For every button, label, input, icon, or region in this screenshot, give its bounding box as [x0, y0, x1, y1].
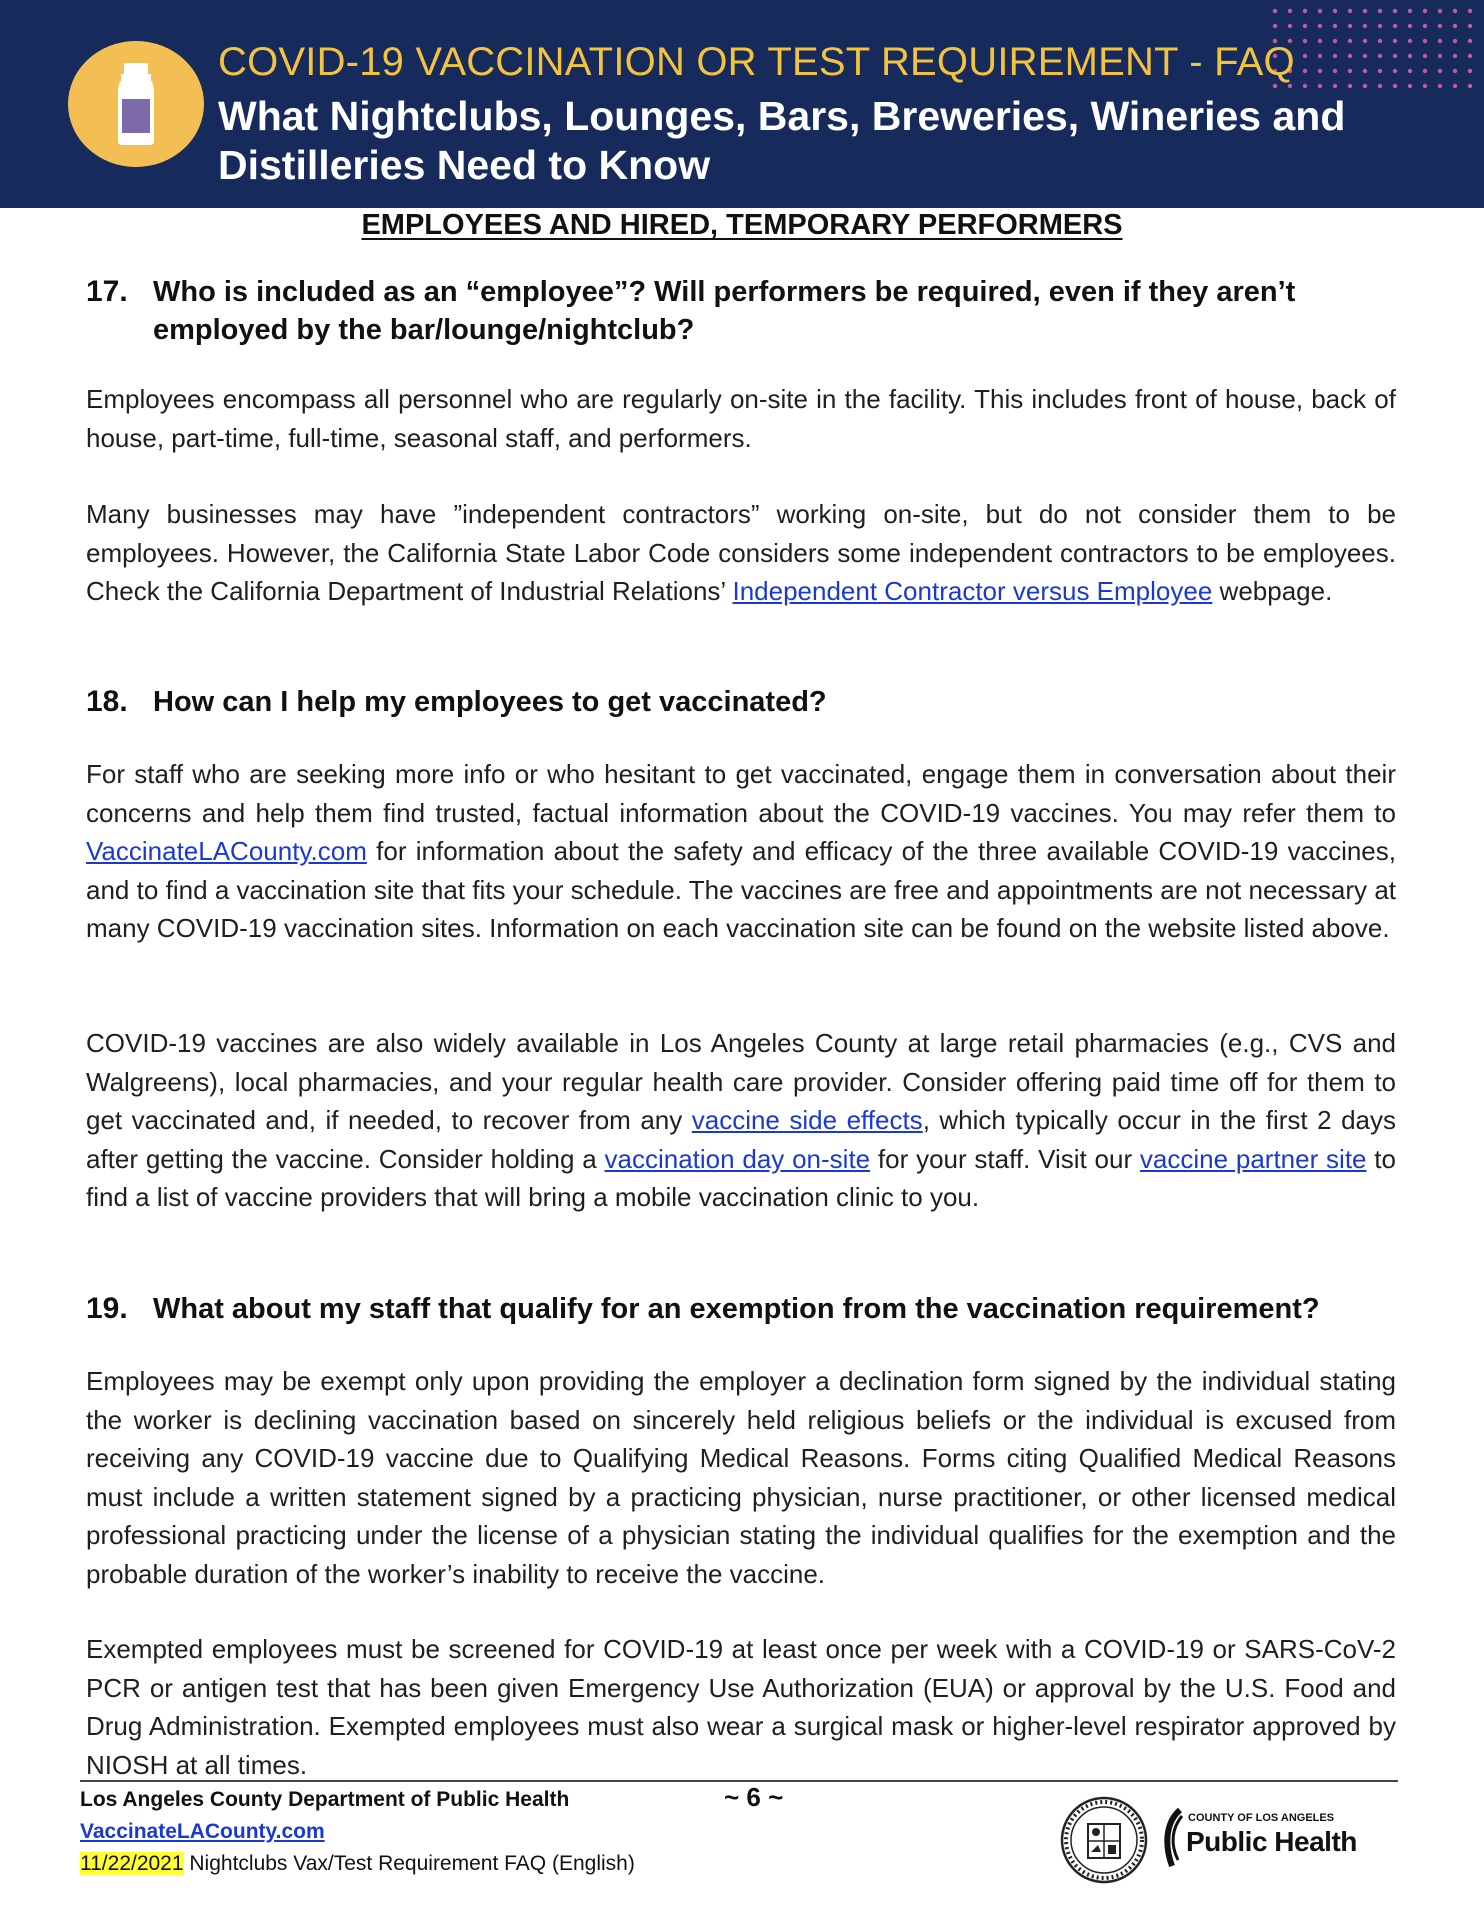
county-seal-icon [1060, 1796, 1148, 1884]
footer-department: Los Angeles County Department of Public Health [80, 1788, 570, 1811]
paragraph-text: For staff who are seeking more info or who hesitant to get vaccinated, engage them in conversation about their concerns and help them find trusted, factual information about the COVID-19 vaccines. You may refer them to [86, 759, 1396, 828]
section-heading [0, 209, 1484, 242]
vaccine-vial-icon [68, 41, 204, 167]
question-19 [86, 1290, 1396, 1328]
page-number: ~ 6 ~ [724, 1782, 784, 1812]
vaccine-badge [68, 41, 204, 167]
dot-pattern-decoration [1268, 4, 1478, 96]
footer-doc-title: Nightclubs Vax/Test Requirement FAQ (English) [183, 1852, 635, 1875]
section-heading-text: EMPLOYEES AND HIRED, TEMPORARY PERFORMERS [361, 209, 1123, 241]
header-title-line1: COVID-19 VACCINATION OR TEST REQUIREMENT - FAQ [218, 40, 1295, 84]
answer-18-paragraph-2 [86, 1024, 1396, 1217]
answer-17-paragraph-1: Employees encompass all personnel who are regularly on-site in the facility. This includes front of house, back of house, part-time, full-time, seasonal staff, and performers. [86, 384, 1396, 453]
paragraph-text: COVID-19 vaccines are also widely available in Los Angeles County at large retail pharmacies (e.g., CVS and Walgreens), local pharmacies, and your regular health care provider. Consider offering paid time off for them to get vaccinated and, if needed, to recover from any [86, 1028, 1396, 1135]
paragraph-text: to find a list of vaccine providers that will bring a mobile vaccination clinic to you. [86, 1143, 1396, 1212]
paragraph-text: for your staff. Visit our [870, 1143, 1140, 1174]
public-health-logo-mark [1160, 1808, 1184, 1868]
paragraph-text: for information about the safety and efficacy of the three available COVID-19 vaccines, and to find a vaccination site that fits your schedule. The vaccines are free and appointments are not necessary at many COVID-19 vaccination sites. Information on each vaccination site can be found on the website listed above. [86, 836, 1396, 943]
question-text: How can I help my employees to get vaccinated? [153, 686, 827, 718]
header-bottom-rule [0, 203, 1484, 208]
header-banner [0, 0, 1484, 207]
independent-contractor-link[interactable]: Independent Contractor versus Employee [732, 576, 1213, 606]
question-number: 17. [86, 275, 128, 308]
paragraph-text: webpage. [1212, 576, 1333, 606]
question-number: 19. [86, 1292, 128, 1325]
answer-17-paragraph-2 [86, 495, 1396, 611]
vaccinate-la-county-link[interactable]: VaccinateLACounty.com [86, 836, 367, 866]
logo-top-text: COUNTY OF LOS ANGELES [1188, 1812, 1335, 1824]
paragraph-text: , which typically occur in the first 2 days after getting the vaccine. Consider holding a [86, 1105, 1396, 1174]
footer-date: 11/22/2021 [80, 1852, 184, 1875]
vaccine-partner-site-link[interactable]: vaccine partner site [1139, 1143, 1367, 1174]
vaccine-side-effects-link[interactable]: vaccine side effects [691, 1105, 923, 1135]
question-18 [86, 683, 1396, 721]
question-number: 18. [86, 685, 128, 718]
vaccination-day-onsite-link[interactable]: vaccination day on-site [604, 1143, 871, 1174]
question-17 [86, 273, 1396, 349]
question-text: Who is included as an “employee”? Will performers be required, even if they aren’t employed by the bar/lounge/nightclub? [153, 276, 1296, 346]
header-title-line2: What Nightclubs, Lounges, Bars, Breweries, Wineries and Distilleries Need to Know [218, 93, 1346, 188]
question-text: What about my staff that qualify for an exemption from the vaccination requirement? [153, 1293, 1320, 1325]
answer-19-paragraph-1: Employees may be exempt only upon providing the employer a declination form signed by the individual stating the worker is declining vaccination based on sincerely held religious beliefs or the individual is excused from receiving any COVID-19 vaccine due to Qualifying Medical Reasons. Forms citing Qualified Medical Reasons must include a written statement signed by a practicing physician, nurse practitioner, or other licensed medical professional practicing under the license of a physician stating the individual qualifies for the exemption and the probable duration of the worker’s inability to receive the vaccine. [86, 1366, 1396, 1589]
logo-main-text: Public Health [1186, 1826, 1357, 1857]
answer-18-paragraph-1 [86, 755, 1396, 948]
answer-19-paragraph-2: Exempted employees must be screened for COVID-19 at least once per week with a COVID-19 or SARS-CoV-2 PCR or antigen test that has been given Emergency Use Authorization (EUA) or approval by the U.S. Food and Drug Administration. Exempted employees must also wear a surgical mask or higher-level respirator approved by NIOSH at all times. [86, 1634, 1396, 1780]
footer-doc-info [80, 1852, 635, 1876]
footer-url-link[interactable]: VaccinateLACounty.com [80, 1820, 325, 1843]
paragraph-text: Many businesses may have ”independent contractors” working on-site, but do not consider them to be employees. However, the California State Labor Code considers some independent contractors to be employees. Check the California Department of Industrial Relations’ [86, 499, 1396, 606]
